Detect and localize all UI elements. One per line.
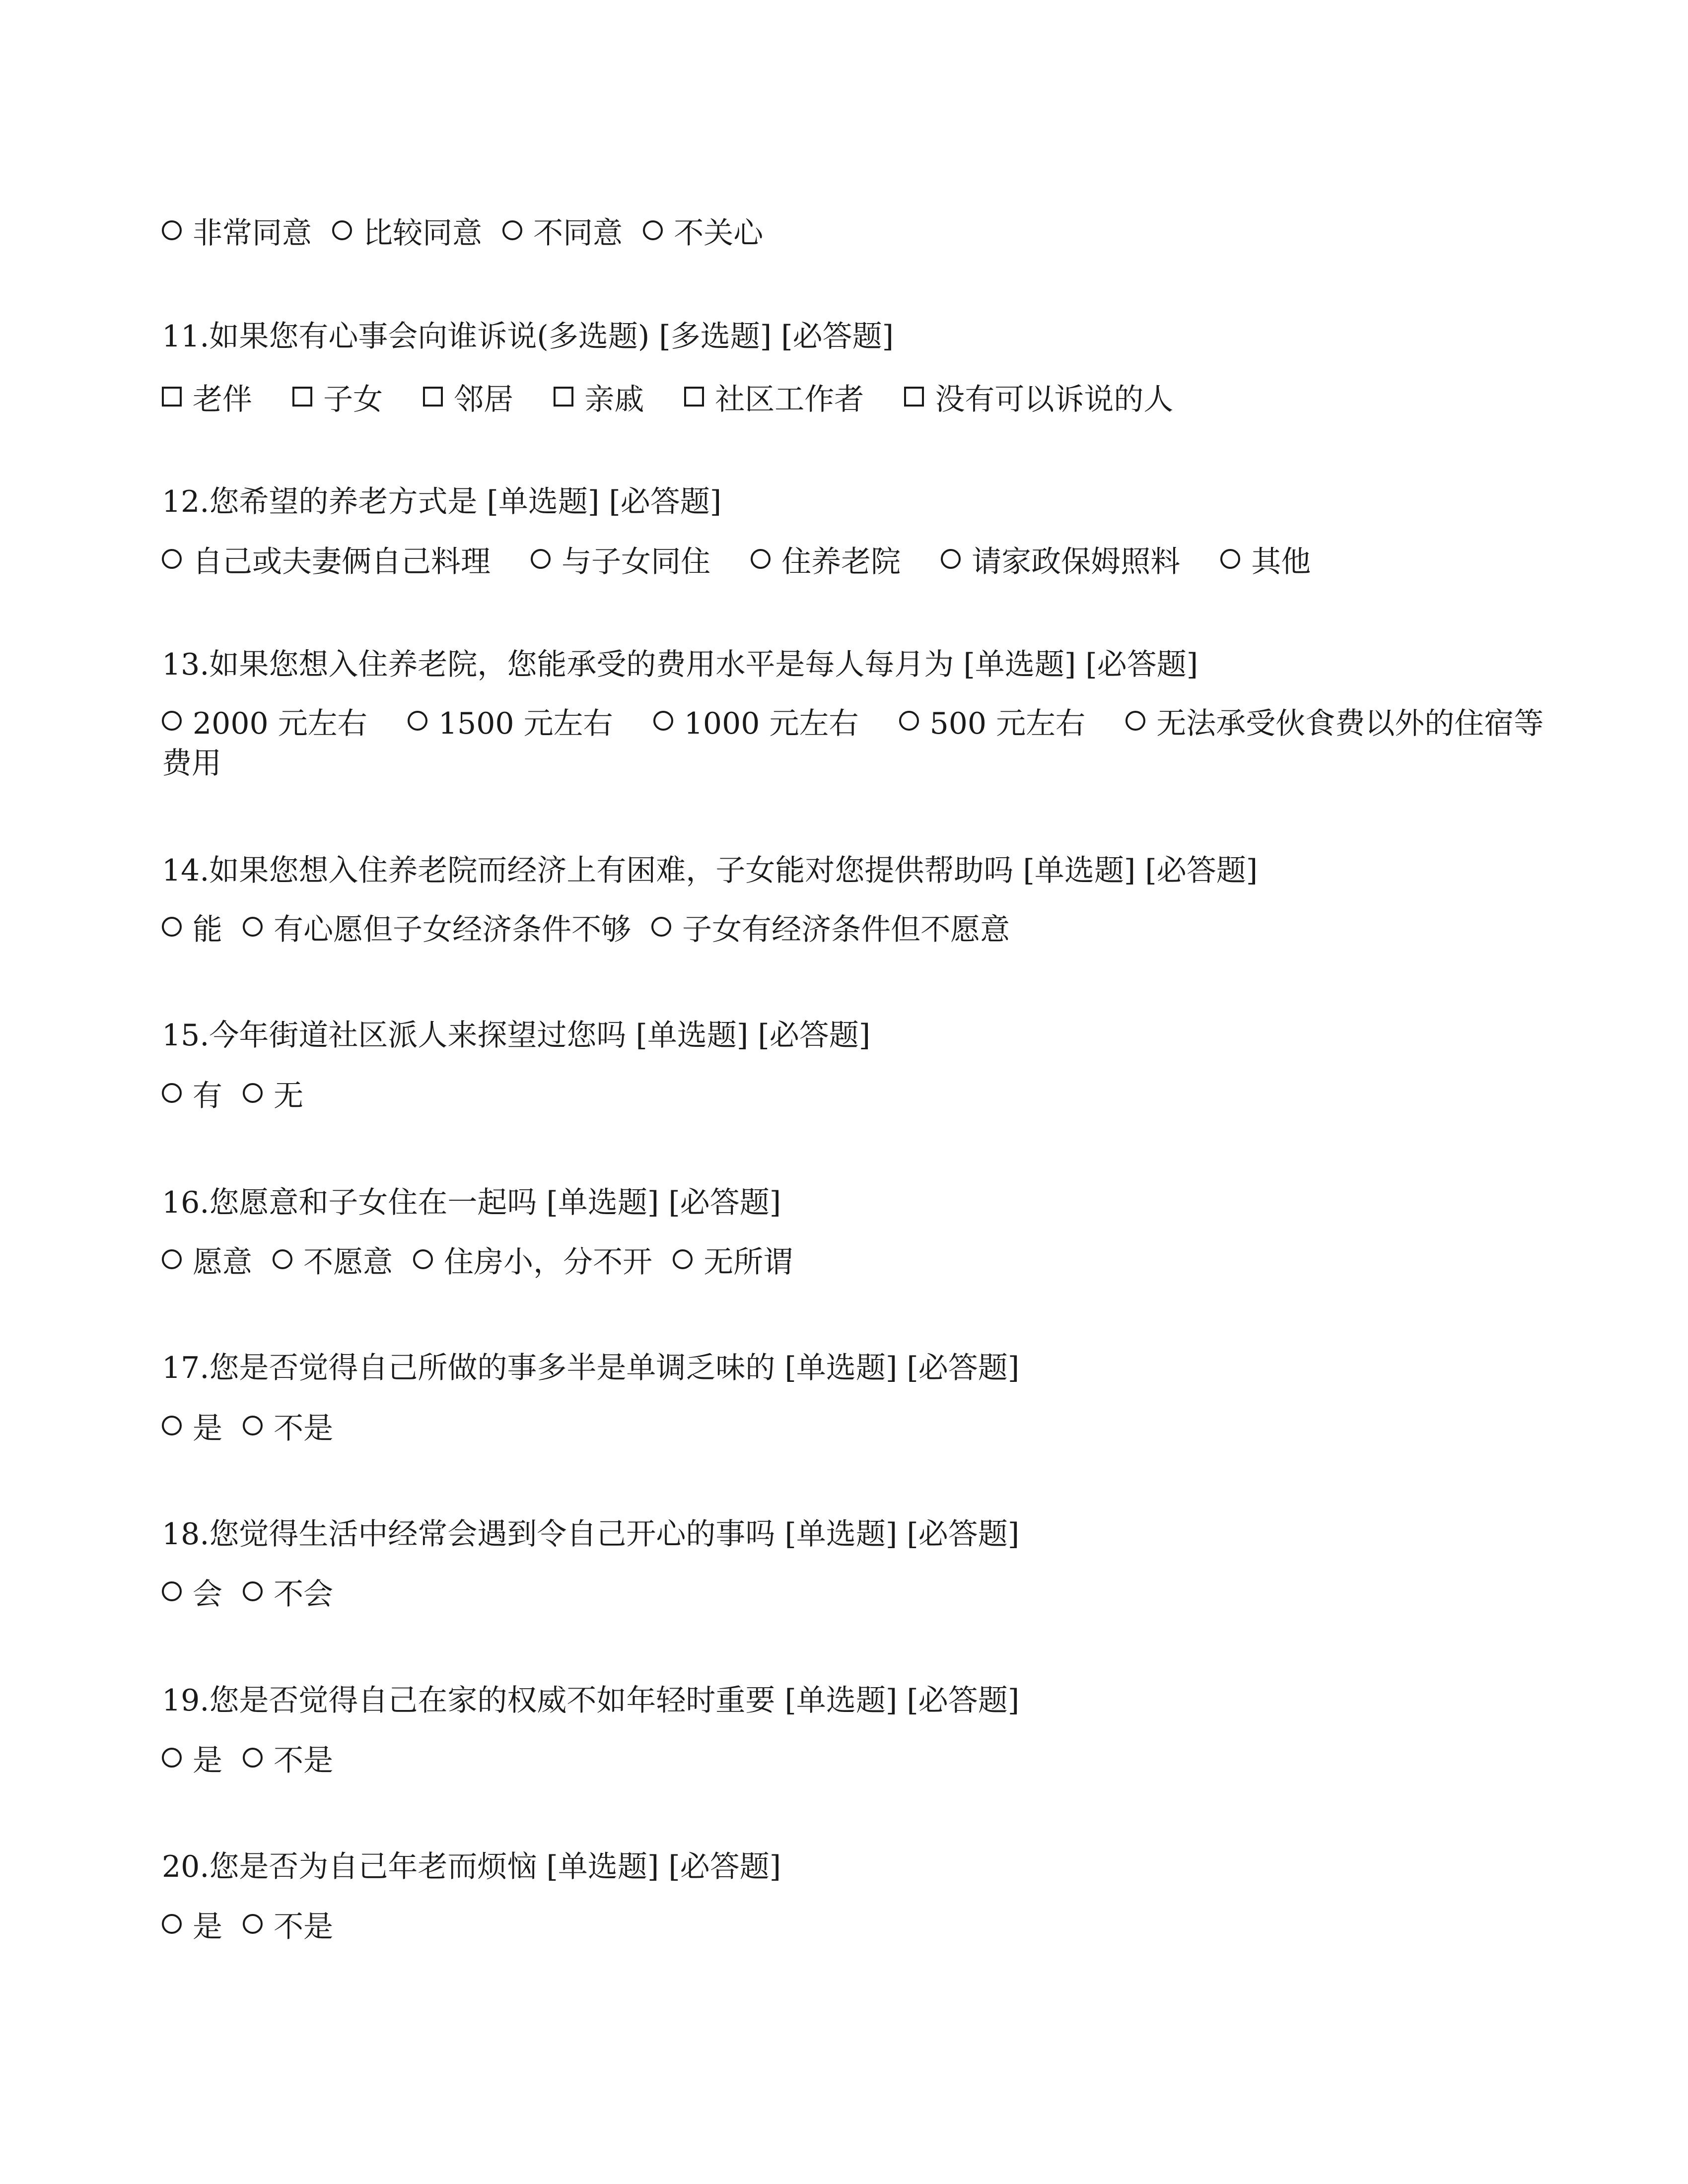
question-14-options bbox=[162, 910, 1552, 950]
question-20-title: 20.您是否为自己年老而烦恼 [单选题] [必答题] bbox=[162, 1849, 781, 1884]
option-no[interactable]: 无 bbox=[243, 1079, 303, 1113]
radio-circle-icon[interactable] bbox=[162, 1581, 182, 1601]
radio-circle-icon[interactable] bbox=[643, 220, 663, 240]
question-11-title: 11.如果您有心事会向谁诉说(多选题) [多选题] [必答题] bbox=[162, 319, 894, 354]
option-relatives[interactable]: 亲戚 bbox=[554, 382, 675, 417]
option-live-with-children[interactable]: 与子女同住 bbox=[531, 545, 741, 579]
checkbox-square-icon[interactable] bbox=[423, 387, 443, 407]
option-yes[interactable]: 有 bbox=[162, 1079, 233, 1113]
option-yes[interactable]: 是 bbox=[162, 1411, 233, 1446]
question-12-title: 12.您希望的养老方式是 [单选题] [必答题] bbox=[162, 484, 722, 519]
option-indifferent[interactable]: 无所谓 bbox=[673, 1245, 793, 1280]
option-2000[interactable]: 2000 元左右 bbox=[162, 706, 398, 741]
option-hire-caregiver[interactable]: 请家政保姆照料 bbox=[941, 545, 1211, 579]
option-self-care[interactable]: 自己或夫妻俩自己料理 bbox=[162, 545, 521, 579]
checkbox-square-icon[interactable] bbox=[904, 387, 924, 407]
radio-circle-icon[interactable] bbox=[941, 549, 961, 569]
radio-circle-icon[interactable] bbox=[162, 1249, 182, 1269]
radio-circle-icon[interactable] bbox=[673, 1249, 693, 1269]
question-13-title: 13.如果您想入住养老院，您能承受的费用水平是每人每月为 [单选题] [必答题] bbox=[162, 647, 1198, 682]
option-will-not[interactable]: 不会 bbox=[243, 1577, 333, 1612]
radio-circle-icon[interactable] bbox=[899, 711, 919, 731]
radio-circle-icon[interactable] bbox=[408, 711, 427, 731]
option-nobody[interactable]: 没有可以诉说的人 bbox=[904, 382, 1173, 417]
question-10-options bbox=[162, 213, 1552, 253]
option-other[interactable]: 其他 bbox=[1220, 545, 1311, 579]
radio-circle-icon[interactable] bbox=[1125, 711, 1145, 731]
option-fairly-agree[interactable]: 比较同意 bbox=[332, 216, 493, 251]
checkbox-square-icon[interactable] bbox=[684, 387, 704, 407]
option-disagree[interactable]: 不同意 bbox=[502, 216, 633, 251]
option-cannot-afford[interactable]: 无法承受伙食费以外的住宿等费用 bbox=[162, 706, 1544, 781]
radio-circle-icon[interactable] bbox=[273, 1249, 292, 1269]
question-19-title: 19.您是否觉得自己在家的权威不如年轻时重要 [单选题] [必答题] bbox=[162, 1683, 1020, 1718]
radio-circle-icon[interactable] bbox=[653, 711, 673, 731]
option-unwilling[interactable]: 不愿意 bbox=[273, 1245, 404, 1280]
option-1000[interactable]: 1000 元左右 bbox=[653, 706, 890, 741]
radio-circle-icon[interactable] bbox=[162, 917, 182, 937]
option-spouse[interactable]: 老伴 bbox=[162, 382, 283, 417]
option-nursing-home[interactable]: 住养老院 bbox=[751, 545, 931, 579]
question-17-title: 17.您是否觉得自己所做的事多半是单调乏味的 [单选题] [必答题] bbox=[162, 1351, 1020, 1385]
question-13-options bbox=[162, 704, 1552, 783]
radio-circle-icon[interactable] bbox=[243, 1083, 263, 1103]
question-14-title: 14.如果您想入住养老院而经济上有困难，子女能对您提供帮助吗 [单选题] [必答题] bbox=[162, 853, 1258, 888]
question-17-options bbox=[162, 1409, 1552, 1448]
radio-circle-icon[interactable] bbox=[751, 549, 771, 569]
question-18-options bbox=[162, 1574, 1552, 1614]
radio-circle-icon[interactable] bbox=[531, 549, 551, 569]
checkbox-square-icon[interactable] bbox=[554, 387, 573, 407]
option-able-not-willing[interactable]: 子女有经济条件但不愿意 bbox=[651, 912, 1010, 947]
radio-circle-icon[interactable] bbox=[243, 1748, 263, 1768]
option-500[interactable]: 500 元左右 bbox=[899, 706, 1117, 741]
option-neighbors[interactable]: 邻居 bbox=[423, 382, 544, 417]
radio-circle-icon[interactable] bbox=[243, 917, 263, 937]
radio-circle-icon[interactable] bbox=[243, 1581, 263, 1601]
option-very-agree[interactable]: 非常同意 bbox=[162, 216, 323, 251]
radio-circle-icon[interactable] bbox=[162, 1748, 182, 1768]
question-19-options bbox=[162, 1741, 1552, 1780]
question-20-options bbox=[162, 1907, 1552, 1947]
option-community-worker[interactable]: 社区工作者 bbox=[684, 382, 895, 417]
option-yes[interactable]: 是 bbox=[162, 1910, 233, 1944]
question-15-options bbox=[162, 1076, 1552, 1116]
radio-circle-icon[interactable] bbox=[162, 1083, 182, 1103]
question-12-options bbox=[162, 542, 1552, 582]
radio-circle-icon[interactable] bbox=[162, 220, 182, 240]
question-18-title: 18.您觉得生活中经常会遇到令自己开心的事吗 [单选题] [必答题] bbox=[162, 1517, 1020, 1552]
option-willing-not-able[interactable]: 有心愿但子女经济条件不够 bbox=[243, 912, 642, 947]
option-dont-care[interactable]: 不关心 bbox=[643, 216, 763, 251]
radio-circle-icon[interactable] bbox=[1220, 549, 1240, 569]
option-no[interactable]: 不是 bbox=[243, 1743, 333, 1778]
radio-circle-icon[interactable] bbox=[243, 1416, 263, 1435]
option-1500[interactable]: 1500 元左右 bbox=[408, 706, 644, 741]
radio-circle-icon[interactable] bbox=[332, 220, 352, 240]
option-willing[interactable]: 愿意 bbox=[162, 1245, 263, 1280]
radio-circle-icon[interactable] bbox=[413, 1249, 433, 1269]
question-11-options bbox=[162, 380, 1552, 419]
option-can-help[interactable]: 能 bbox=[162, 912, 233, 947]
radio-circle-icon[interactable] bbox=[162, 1416, 182, 1435]
option-no[interactable]: 不是 bbox=[243, 1910, 333, 1944]
question-16-options bbox=[162, 1242, 1552, 1282]
radio-circle-icon[interactable] bbox=[243, 1914, 263, 1934]
radio-circle-icon[interactable] bbox=[162, 711, 182, 731]
option-no[interactable]: 不是 bbox=[243, 1411, 333, 1446]
radio-circle-icon[interactable] bbox=[162, 549, 182, 569]
option-small-housing[interactable]: 住房小，分不开 bbox=[413, 1245, 663, 1280]
checkbox-square-icon[interactable] bbox=[292, 387, 312, 407]
checkbox-square-icon[interactable] bbox=[162, 387, 182, 407]
option-yes[interactable]: 是 bbox=[162, 1743, 233, 1778]
question-15-title: 15.今年街道社区派人来探望过您吗 [单选题] [必答题] bbox=[162, 1018, 871, 1053]
radio-circle-icon[interactable] bbox=[651, 917, 671, 937]
radio-circle-icon[interactable] bbox=[502, 220, 522, 240]
option-will[interactable]: 会 bbox=[162, 1577, 233, 1612]
option-children[interactable]: 子女 bbox=[292, 382, 414, 417]
radio-circle-icon[interactable] bbox=[162, 1914, 182, 1934]
question-16-title: 16.您愿意和子女住在一起吗 [单选题] [必答题] bbox=[162, 1185, 781, 1220]
